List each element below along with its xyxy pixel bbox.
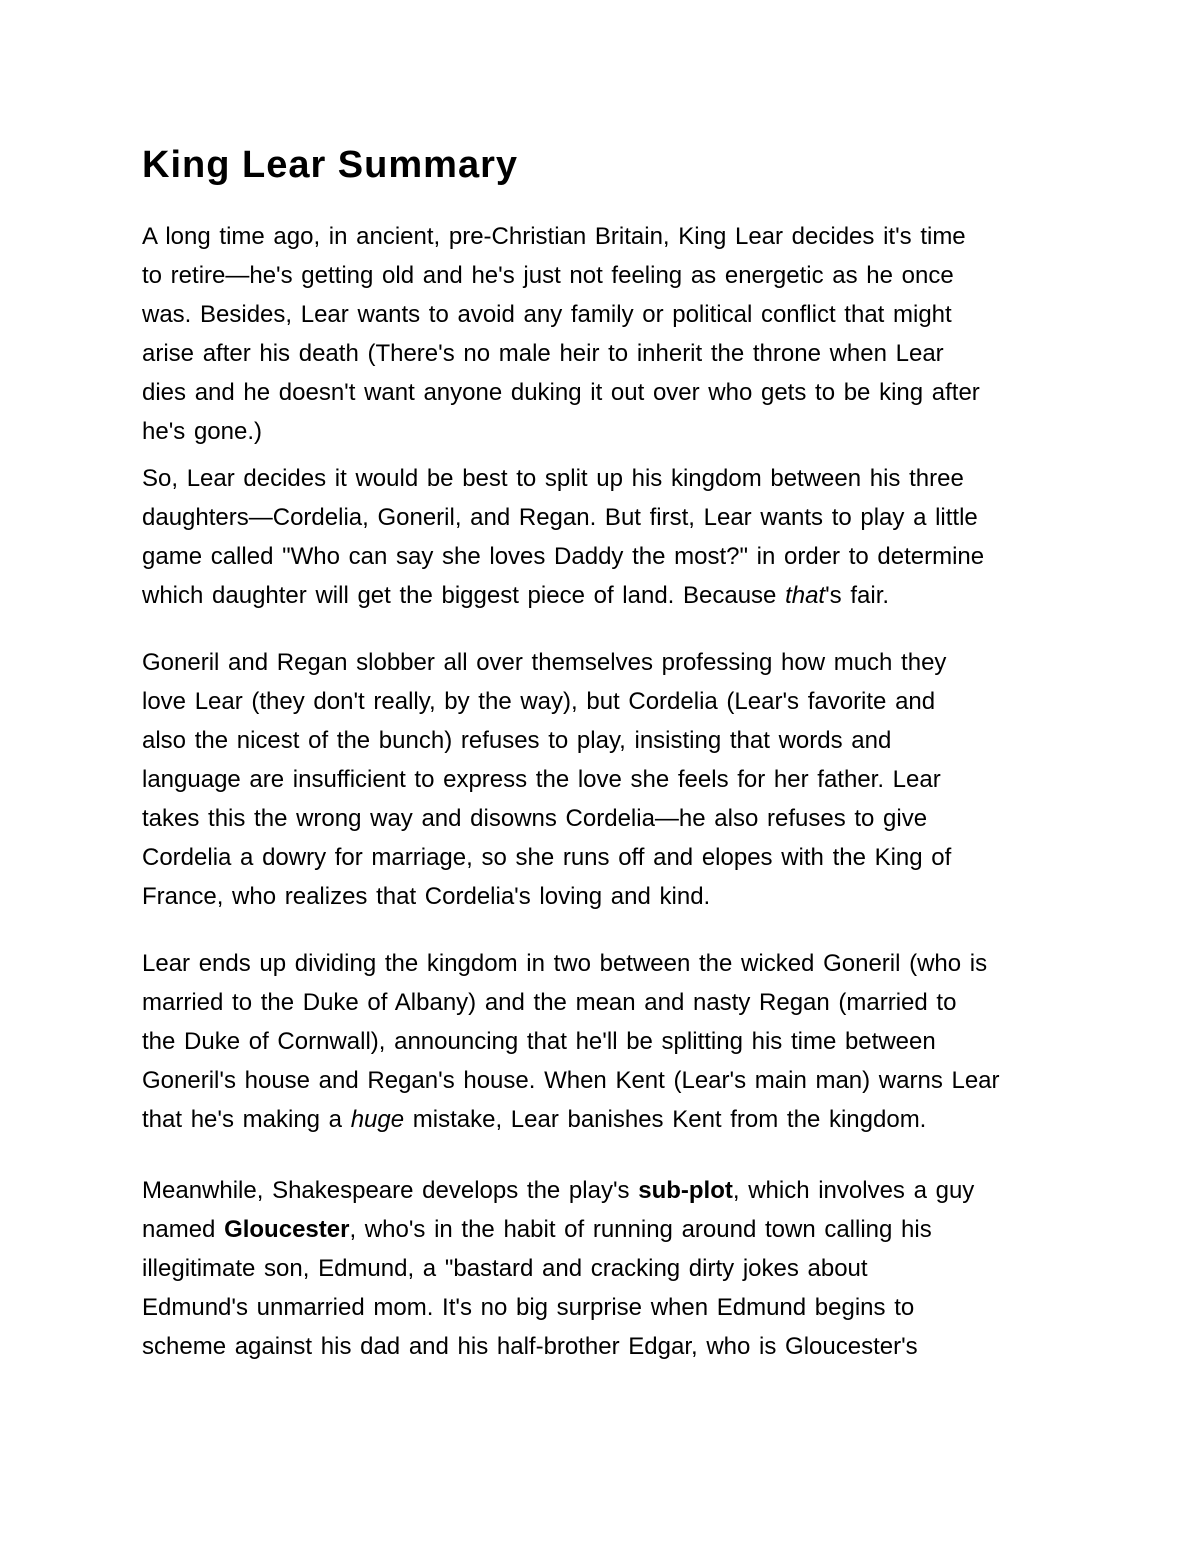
text-segment: married to the Duke of Albany) and the mean and nasty Regan (married to — [142, 989, 957, 1016]
text-segment: illegitimate son, Edmund, a "bastard and cracking dirty jokes about — [142, 1255, 868, 1282]
paragraph — [142, 643, 1082, 916]
text-line — [142, 721, 1082, 760]
text-line — [142, 498, 1082, 537]
text-segment: was. Besides, Lear wants to avoid any family or political conflict that might — [142, 301, 952, 328]
paragraph — [142, 459, 1082, 615]
text-segment: the Duke of Cornwall), announcing that he'll be splitting his time between — [142, 1028, 936, 1055]
text-segment: love Lear (they don't really, by the way), but Cordelia (Lear's favorite and — [142, 688, 936, 715]
text-segment: France, who realizes that Cordelia's loving and kind. — [142, 883, 711, 910]
text-segment: A long time ago, in ancient, pre-Christian Britain, King Lear decides it's time — [142, 223, 966, 250]
text-segment: , who's in the habit of running around town calling his — [349, 1216, 932, 1243]
text-segment: Edmund's unmarried mom. It's no big surprise when Edmund begins to — [142, 1294, 915, 1321]
text-line — [142, 537, 1082, 576]
text-line — [142, 1022, 1082, 1061]
text-segment: arise after his death (There's no male heir to inherit the throne when Lear — [142, 340, 944, 367]
document-body — [142, 217, 1082, 1366]
paragraph — [142, 1171, 1082, 1366]
text-line — [142, 373, 1082, 412]
page-title: King Lear Summary — [142, 144, 518, 186]
paragraph — [142, 944, 1082, 1139]
text-line — [142, 217, 1082, 256]
text-line — [142, 877, 1082, 916]
text-line — [142, 334, 1082, 373]
text-line — [142, 1327, 1082, 1366]
text-line — [142, 760, 1082, 799]
bold-text: sub-plot — [638, 1177, 733, 1204]
text-segment: Meanwhile, Shakespeare develops the play's — [142, 1177, 639, 1204]
text-line — [142, 799, 1082, 838]
text-line — [142, 1100, 1082, 1139]
text-line — [142, 1171, 1082, 1210]
text-line — [142, 1061, 1082, 1100]
text-line — [142, 1249, 1082, 1288]
text-segment: named — [142, 1216, 225, 1243]
italic-text: huge — [350, 1106, 405, 1133]
text-line — [142, 1288, 1082, 1327]
text-segment: he's gone.) — [142, 418, 262, 445]
text-segment: Lear ends up dividing the kingdom in two between the wicked Goneril (who is — [142, 950, 988, 977]
text-segment: game called "Who can say she loves Daddy the most?" in order to determine — [142, 543, 985, 570]
text-line — [142, 412, 1082, 451]
document-content — [142, 143, 1082, 1366]
text-segment: Goneril's house and Regan's house. When Kent (Lear's main man) warns Lear — [142, 1067, 1000, 1094]
text-line — [142, 944, 1082, 983]
italic-text: that — [785, 582, 826, 609]
text-line — [142, 838, 1082, 877]
text-segment: Cordelia a dowry for marriage, so she runs off and elopes with the King of — [142, 844, 952, 871]
text-segment: also the nicest of the bunch) refuses to play, insisting that words and — [142, 727, 892, 754]
text-line — [142, 295, 1082, 334]
text-segment: scheme against his dad and his half-brother Edgar, who is Gloucester's — [142, 1333, 918, 1360]
text-segment: to retire—he's getting old and he's just not feeling as energetic as he once — [142, 262, 954, 289]
text-segment: 's fair. — [825, 582, 890, 609]
text-segment: mistake, Lear banishes Kent from the kingdom. — [404, 1106, 927, 1133]
text-segment: that he's making a — [142, 1106, 351, 1133]
text-line — [142, 983, 1082, 1022]
text-segment: So, Lear decides it would be best to split up his kingdom between his three — [142, 465, 964, 492]
text-line — [142, 459, 1082, 498]
text-segment: which daughter will get the biggest piece of land. Because — [142, 582, 786, 609]
text-line — [142, 643, 1082, 682]
text-line — [142, 1210, 1082, 1249]
bold-text: Gloucester — [224, 1216, 350, 1243]
text-segment: language are insufficient to express the love she feels for her father. Lear — [142, 766, 941, 793]
text-segment: , which involves a guy — [732, 1177, 975, 1204]
text-line — [142, 256, 1082, 295]
text-segment: Goneril and Regan slobber all over themselves professing how much they — [142, 649, 947, 676]
text-segment: dies and he doesn't want anyone duking it out over who gets to be king after — [142, 379, 980, 406]
text-segment: takes this the wrong way and disowns Cordelia—he also refuses to give — [142, 805, 928, 832]
text-line — [142, 682, 1082, 721]
text-segment: daughters—Cordelia, Goneril, and Regan. But first, Lear wants to play a little — [142, 504, 978, 531]
paragraph — [142, 217, 1082, 451]
text-line — [142, 576, 1082, 615]
